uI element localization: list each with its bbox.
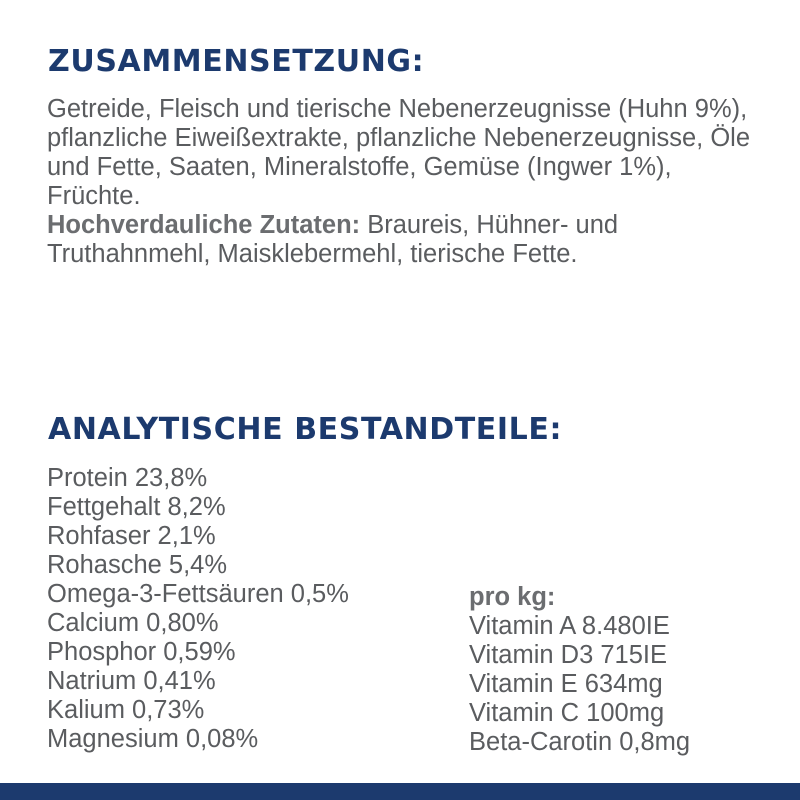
analysis-item: Rohasche 5,4% [47, 551, 228, 579]
vitamin-item: Vitamin A 8.480IE [469, 612, 670, 640]
vitamin-item: Beta-Carotin 0,8mg [469, 728, 691, 756]
per-kg-heading: pro kg: [469, 583, 556, 611]
analysis-item: Rohfaser 2,1% [47, 522, 216, 550]
vitamin-item: Vitamin D3 715IE [469, 641, 667, 669]
composition-heading: ZUSAMMENSETZUNG: [48, 44, 425, 79]
composition-ingredients: Getreide, Fleisch und tierische Nebenerzeugnisse (Huhn 9%), pflanzliche Eiweißextrakte, pflanzliche Nebenerzeugnisse, Öle und Fette, Saaten, Mineralstoffe, Gemüse (Ingwer 1%), Früchte. [47, 95, 751, 210]
analysis-item: Protein 23,8% [47, 464, 208, 492]
analysis-item: Phosphor 0,59% [47, 638, 236, 666]
bottom-accent-bar [0, 783, 800, 800]
per-kg-list [469, 583, 690, 757]
analysis-heading: ANALYTISCHE BESTANDTEILE: [48, 412, 563, 447]
vitamin-item: Vitamin C 100mg [469, 699, 665, 727]
analysis-item: Calcium 0,80% [47, 609, 219, 637]
composition-text [47, 95, 767, 269]
analysis-item: Kalium 0,73% [47, 696, 205, 724]
highly-digestible-label: Hochverdauliche Zutaten: [47, 211, 361, 239]
analysis-item: Natrium 0,41% [47, 667, 216, 695]
highly-digestible-ingredients: Braureis, Hühner- und Truthahnmehl, Maisklebermehl, tierische Fette. [47, 211, 619, 268]
vitamin-item: Vitamin E 634mg [469, 670, 663, 698]
analysis-item: Omega-3-Fettsäuren 0,5% [47, 580, 349, 608]
analysis-item: Magnesium 0,08% [47, 725, 259, 753]
analysis-item: Fettgehalt 8,2% [47, 493, 226, 521]
analysis-list [47, 464, 349, 754]
